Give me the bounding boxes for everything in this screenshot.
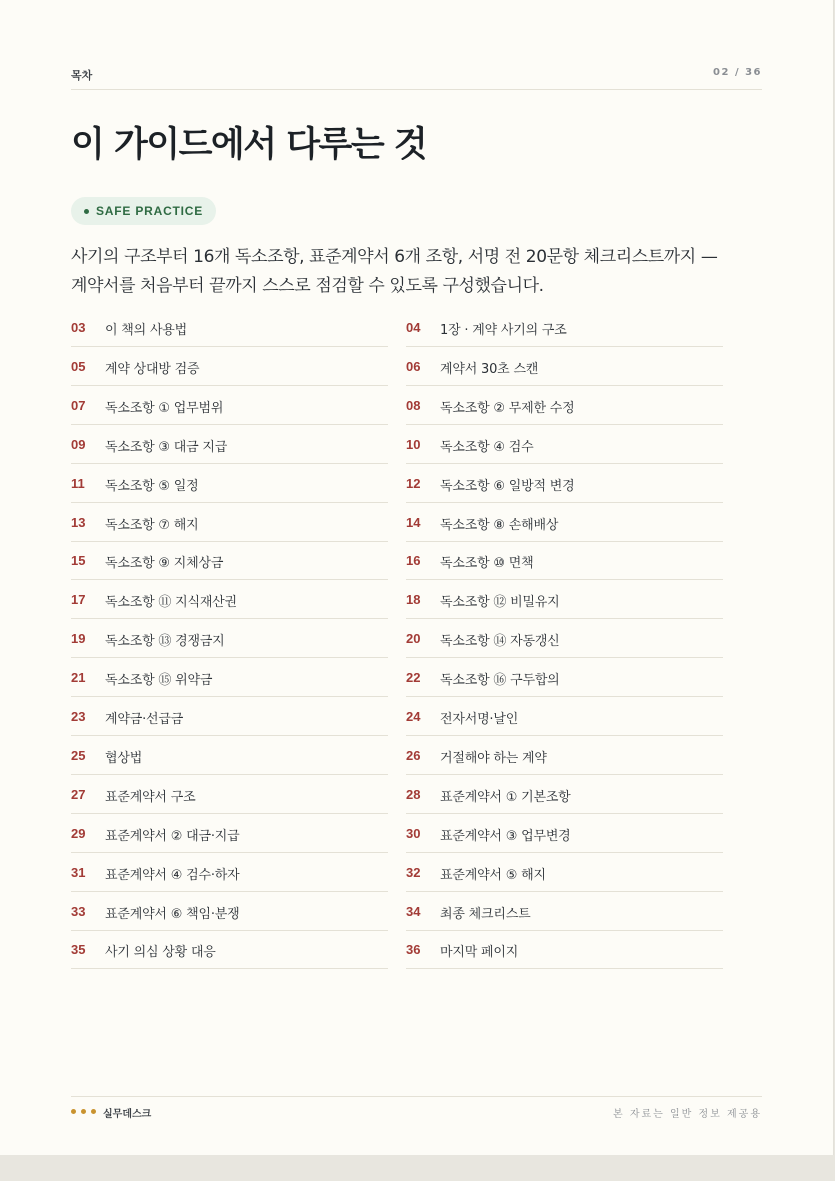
toc-label: 독소조항 ⑩ 면책 xyxy=(440,556,534,572)
toc-item[interactable] xyxy=(406,659,723,697)
toc-page-number: 28 xyxy=(406,786,421,802)
toc-item[interactable] xyxy=(71,387,388,425)
toc-page-number: 03 xyxy=(71,320,86,335)
toc-item[interactable] xyxy=(406,698,723,736)
toc-item[interactable] xyxy=(406,931,723,969)
footer-brand: 실무데스크 xyxy=(103,1109,152,1120)
page-title: 이 가이드에서 다루는 것 xyxy=(71,125,427,165)
toc-page-number: 35 xyxy=(71,942,86,958)
toc-page-number: 25 xyxy=(71,747,86,763)
toc-label: 거절해야 하는 계약 xyxy=(440,750,547,766)
toc-label: 표준계약서 ⑥ 책임·분쟁 xyxy=(105,906,240,922)
toc-page-number: 10 xyxy=(406,436,421,452)
page-footer xyxy=(71,1096,762,1127)
toc-page-number: 32 xyxy=(406,864,421,880)
toc-item[interactable] xyxy=(406,348,723,386)
toc-page-number: 26 xyxy=(406,747,421,763)
toc-page-number: 09 xyxy=(71,436,86,452)
toc-page-number: 13 xyxy=(71,514,86,530)
toc-item[interactable] xyxy=(71,504,388,542)
toc-page-number: 33 xyxy=(71,903,86,919)
toc-page-number: 19 xyxy=(71,631,86,647)
toc-page-number: 27 xyxy=(71,786,86,802)
toc-page-number: 24 xyxy=(406,709,421,724)
section-label: 목차 xyxy=(71,69,93,82)
toc-item[interactable] xyxy=(71,815,388,853)
toc-item[interactable] xyxy=(406,815,723,853)
toc-item[interactable] xyxy=(406,893,723,931)
intro-paragraph: 사기의 구조부터 16개 독소조항, 표준계약서 6개 조항, 서명 전 20문항 체크리스트까지 — 계약서를 처음부터 끝까지 스스로 점검할 수 있도록 구성했습니다. xyxy=(71,247,718,296)
toc-page-number: 22 xyxy=(406,670,421,686)
toc-item[interactable] xyxy=(406,426,723,464)
toc-item[interactable] xyxy=(71,465,388,503)
toc-label: 독소조항 ② 무제한 수정 xyxy=(440,400,575,416)
toc-page-number: 16 xyxy=(406,553,421,569)
toc-label: 마지막 페이지 xyxy=(440,945,519,961)
toc-item[interactable] xyxy=(71,854,388,892)
footer-dots-icon xyxy=(71,1109,96,1114)
toc-label: 1장 · 계약 사기의 구조 xyxy=(440,323,567,338)
toc-page-number: 31 xyxy=(71,864,86,880)
toc-label: 사기 의심 상황 대응 xyxy=(105,945,216,961)
toc-label: 독소조항 ⑦ 해지 xyxy=(105,517,199,533)
toc-label: 독소조항 ⑭ 자동갱신 xyxy=(440,634,560,650)
toc-label: 독소조항 ④ 검수 xyxy=(440,439,534,455)
toc-item[interactable] xyxy=(71,581,388,619)
toc-page-number: 11 xyxy=(71,475,85,491)
toc-label: 독소조항 ⑯ 구두합의 xyxy=(440,673,560,689)
toc-label: 이 책의 사용법 xyxy=(105,323,188,338)
toc-label: 표준계약서 ② 대금·지급 xyxy=(105,828,240,844)
toc-item[interactable] xyxy=(71,426,388,464)
toc-item[interactable] xyxy=(406,387,723,425)
toc-page-number: 04 xyxy=(406,320,421,335)
toc-page-number: 36 xyxy=(406,942,421,958)
toc-page-number: 29 xyxy=(71,825,86,841)
toc-page-number: 34 xyxy=(406,903,421,919)
toc-page-number: 05 xyxy=(71,358,86,374)
toc-item[interactable] xyxy=(71,737,388,775)
toc-page-number: 15 xyxy=(71,553,86,569)
toc-label: 독소조항 ① 업무범위 xyxy=(105,400,224,416)
toc-label: 독소조항 ⑫ 비밀유지 xyxy=(440,595,560,611)
toc-item[interactable] xyxy=(406,776,723,814)
toc-page-number: 30 xyxy=(406,825,421,841)
toc-page-number: 08 xyxy=(406,397,421,413)
safe-practice-badge xyxy=(71,197,216,225)
toc-item[interactable] xyxy=(71,893,388,931)
toc-page-number: 18 xyxy=(406,592,421,608)
toc-label: 표준계약서 ④ 검수·하자 xyxy=(105,867,240,883)
toc-page-number: 07 xyxy=(71,397,86,413)
toc-label: 독소조항 ⑬ 경쟁금지 xyxy=(105,634,225,650)
toc-label: 최종 체크리스트 xyxy=(440,906,531,922)
toc-label: 표준계약서 구조 xyxy=(105,789,196,805)
badge-dot-icon xyxy=(84,209,89,214)
toc-page-number: 20 xyxy=(406,631,421,647)
toc-item[interactable] xyxy=(71,776,388,814)
toc-label: 독소조항 ③ 대금 지급 xyxy=(105,439,228,455)
toc-label: 협상법 xyxy=(105,750,143,766)
toc-item[interactable] xyxy=(406,465,723,503)
toc-item[interactable] xyxy=(71,348,388,386)
toc-item[interactable] xyxy=(406,737,723,775)
toc-item[interactable] xyxy=(406,854,723,892)
toc-label: 독소조항 ⑮ 위약금 xyxy=(105,673,213,689)
page-number: 02 / 36 xyxy=(713,67,762,78)
toc-label: 계약 상대방 검증 xyxy=(105,361,200,377)
toc-label: 계약서 30초 스캔 xyxy=(440,361,539,377)
toc-label: 독소조항 ⑧ 손해배상 xyxy=(440,517,559,533)
toc-item[interactable] xyxy=(71,659,388,697)
toc-page-number: 23 xyxy=(71,709,86,724)
page-header xyxy=(71,66,762,90)
toc-page-number: 12 xyxy=(406,475,421,491)
toc-item[interactable] xyxy=(406,504,723,542)
toc-page-number: 17 xyxy=(71,592,86,608)
toc-page-number: 21 xyxy=(71,670,86,686)
toc-item[interactable] xyxy=(71,931,388,969)
badge-label: SAFE PRACTICE xyxy=(96,204,204,218)
toc-item[interactable] xyxy=(406,620,723,658)
toc-item[interactable] xyxy=(406,542,723,580)
toc-label: 계약금·선급금 xyxy=(105,712,184,727)
toc-item[interactable] xyxy=(71,620,388,658)
toc-label: 전자서명·날인 xyxy=(440,712,519,727)
toc-item[interactable] xyxy=(71,309,388,347)
toc-item[interactable] xyxy=(71,542,388,580)
toc-item[interactable] xyxy=(406,581,723,619)
footer-disclaimer: 본 자료는 일반 정보 제공용 xyxy=(613,1109,762,1120)
toc-item[interactable] xyxy=(406,309,723,347)
toc-page-number: 14 xyxy=(406,514,421,530)
toc-page-number: 06 xyxy=(406,358,421,374)
toc-label: 독소조항 ⑪ 지식재산권 xyxy=(105,595,237,611)
toc-item[interactable] xyxy=(71,698,388,736)
toc-label: 독소조항 ⑤ 일정 xyxy=(105,478,199,494)
toc-label: 표준계약서 ⑤ 해지 xyxy=(440,867,546,883)
toc-label: 독소조항 ⑨ 지체상금 xyxy=(105,556,224,572)
toc-label: 독소조항 ⑥ 일방적 변경 xyxy=(440,478,575,494)
toc-label: 표준계약서 ① 기본조항 xyxy=(440,789,571,805)
toc-label: 표준계약서 ③ 업무변경 xyxy=(440,828,571,844)
